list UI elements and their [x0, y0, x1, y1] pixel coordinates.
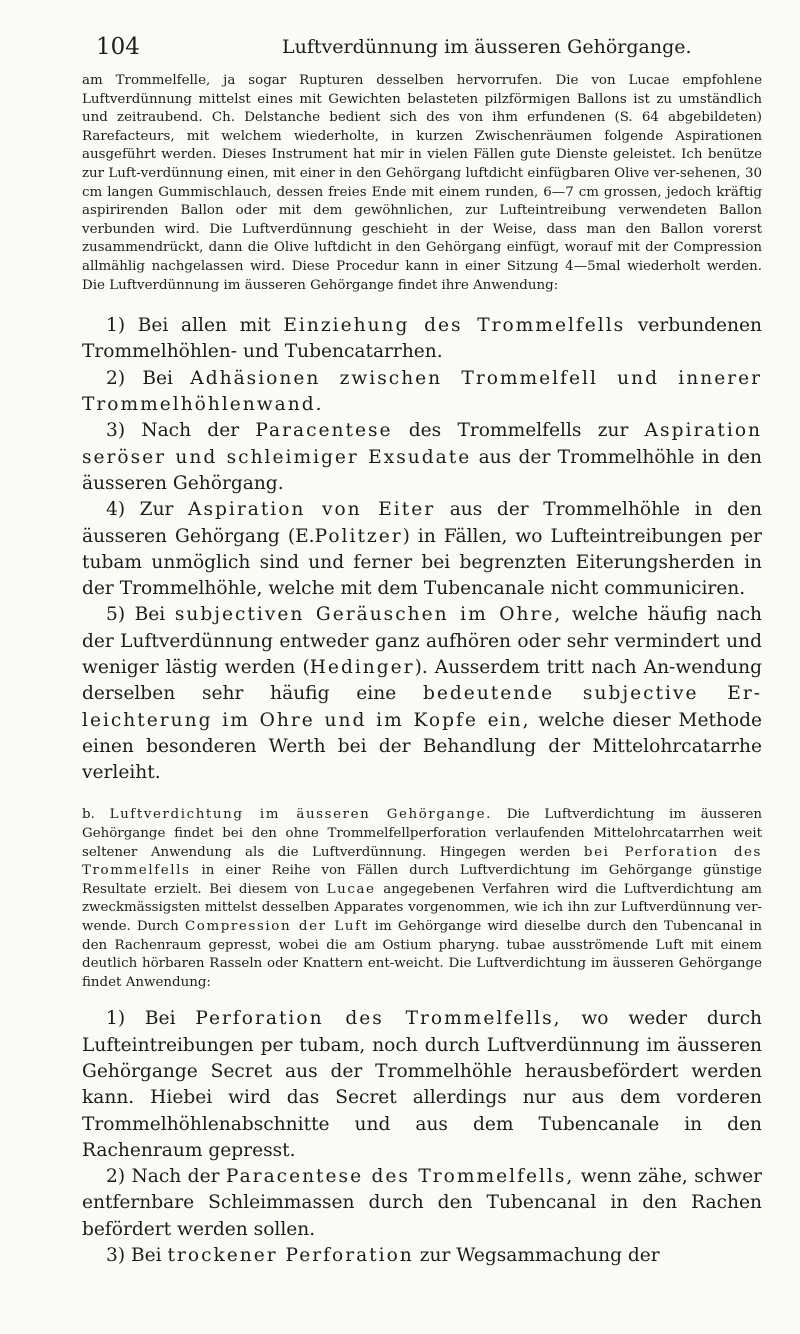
list-item: 2) Bei Adhäsionen zwischen Trommelfell und innerer Trommelhöhlenwand.	[82, 367, 762, 416]
section-a-list	[82, 313, 762, 786]
running-title: Luftverdünnung im äusseren Gehörgange.	[282, 36, 692, 58]
list-item: 3) Bei trockener Perforation zur Wegsammachung der	[106, 1245, 660, 1267]
section-b-text: b. Luftverdichtung im äusseren Gehörgange. Die Luftverdichtung im äusseren Gehörgange findet bei den ohne Trommelfellperforation verlaufenden Mittelohrcatarrhen weit seltener Anwendung als die Luftverdünnung. Hingegen werden bei Perforation des Trommelfells in einer Reihe von Fällen durch Luftverdichtung im Gehörgange günstige Resultate erzielt. Bei diesem von Lucae angegebenen Verfahren wird die Luftverdichtung am zweckmässigsten mittelst desselben Apparates vorgenommen, wie ich ihn zur Luftverdünnung ver-wende. Durch Compression der Luft im Gehörgange wird dieselbe durch den Tubencanal in den Rachenraum gepresst, wobei die am Ostium pharyng. tubae ausströmende Luft mit einem deutlich hörbaren Rasseln oder Knattern ent-weicht. Die Luftverdichtung im äusseren Gehörgange findet Anwendung:	[82, 807, 763, 990]
page-header	[82, 30, 762, 72]
list-item: 2) Nach der Paracentese des Trommelfells, wenn zähe, schwer entfernbare Schleimmassen durch den Tubencanal in den Rachen befördert werden sollen.	[82, 1166, 762, 1240]
page-number: 104	[96, 34, 140, 60]
list-item: 4) Zur Aspiration von Eiter aus der Trommelhöhle in den äusseren Gehörgang (E.Politzer) in Fällen, wo Lufteintreibungen per tubam unmöglich sind und ferner bei begrenzten Eiterungsherden in der Trommelhöhle, welche mit dem Tubencanale nicht communiciren.	[82, 499, 762, 600]
list-item: 1) Bei Perforation des Trommelfells, wo weder durch Lufteintreibungen per tubam, noch durch Luftverdünnung im äusseren Gehörgange Secret aus der Trommelhöhle herausbefördert werden kann. Hiebei wird das Secret allerdings nur aus dem vorderen Trommelhöhlenabschnitte und aus dem Tubencanale in den Rachenraum gepresst.	[82, 1008, 762, 1161]
intro-paragraph	[82, 72, 762, 295]
intro-text: am Trommelfelle, ja sogar Rupturen desselben hervorrufen. Die von Lucae empfohlene Luftverdünnung mittelst eines mit Gewichten belasteten pilzförmigen Ballons ist zu umständlich und zeitraubend. Ch. Delstanche bedient sich des von ihm erfundenen (S. 64 abgebildeten) Rarefacteurs, mit welchem wiederholte, in kurzen Zwischenräumen folgende Aspirationen ausgeführt werden. Dieses Instrument hat mir in vielen Fällen gute Dienste geleistet. Ich benütze zur Luft-verdünnung einen, mit einer in den Gehörgang luftdicht einfügbaren Olive ver-sehenen, 30 cm langen Gummischlauch, dessen freies Ende mit einem runden, 6—7 cm grossen, jedoch kräftig aspirirenden Ballon oder mit dem gewöhnlichen, zur Lufteintreibung verwendeten Ballon verbunden wird. Die Luftverdünnung geschieht in der Weise, dass man den Ballon vorerst zusammendrückt, dann die Olive luftdicht in den Gehörgang einfügt, worauf mit der Compression allmählig nachgelassen wird. Diese Procedur kann in einer Sitzung 4—5mal wiederholt werden. Die Luftverdünnung im äusseren Gehörgange findet ihre Anwendung:	[82, 73, 762, 293]
section-b-paragraph	[82, 806, 762, 992]
section-b-list	[82, 1006, 762, 1269]
section-b-title: Luftverdichtung im äusseren Gehörgange.	[109, 807, 492, 823]
list-item: 3) Nach der Paracentese des Trommelfells zur Aspiration seröser und schleimiger Exsudate aus der Trommelhöhle in den äusseren Gehörgang.	[82, 420, 763, 494]
list-item: 5) Bei subjectiven Geräuschen im Ohre, welche häufig nach der Luftverdünnung entweder ganz aufhören oder sehr vermindert und weniger lästig werden (Hedinger). Ausserdem tritt nach An-wendung derselben sehr häufig eine bedeutende subjective Er-leichterung im Ohre und im Kopfe ein, welche dieser Methode einen besonderen Werth bei der Behandlung der Mittelohrcatarrhe verleiht.	[82, 604, 762, 784]
list-item: 1) Bei allen mit Einziehung des Trommelfells verbundenen Trommelhöhlen- und Tubencatarrhen.	[82, 315, 763, 363]
book-page	[82, 30, 762, 1269]
